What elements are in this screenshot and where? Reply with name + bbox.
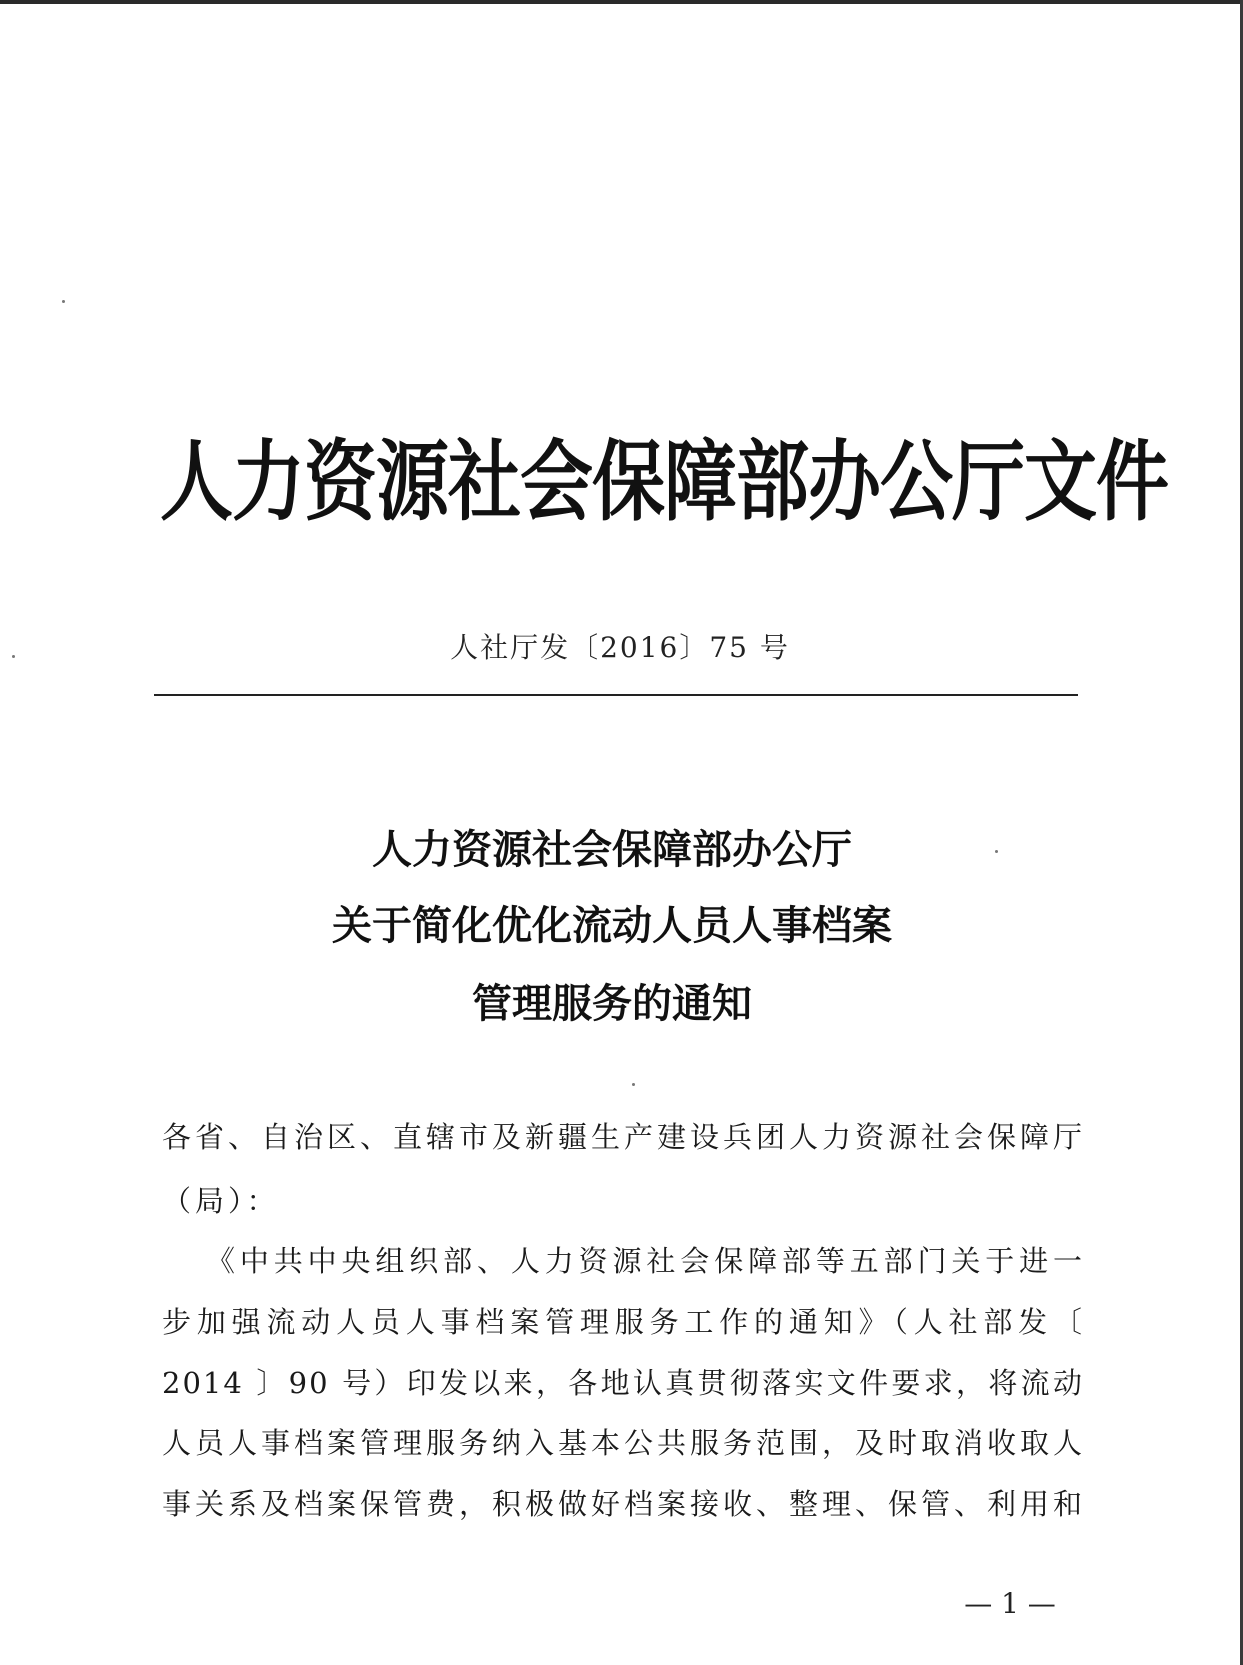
body-line: 2014 〕90 号）印发以来，各地认真贯彻落实文件要求，将流动 <box>162 1366 1084 1400</box>
page-number: — 1 — <box>964 1587 1056 1620</box>
notice-title-line-3: 管理服务的通知 <box>472 980 752 1027</box>
body-line: 人员人事档案管理服务纳入基本公共服务范围，及时取消收取人 <box>162 1426 1084 1460</box>
document-number: 人社厅发〔2016〕75 号 <box>450 631 790 664</box>
notice-title-line-1: 人力资源社会保障部办公厅 <box>372 826 852 873</box>
issuer-title: 人力资源社会保障部办公厅文件 <box>160 430 1168 534</box>
body-line: 步加强流动人员人事档案管理服务工作的通知》（人社部发〔 <box>162 1305 1084 1339</box>
scan-edge-top <box>0 0 1243 4</box>
notice-title-line-2: 关于简化优化流动人员人事档案 <box>332 902 892 949</box>
scan-speck <box>62 300 65 303</box>
header-divider <box>154 694 1078 696</box>
body-line: 《中共中央组织部、人力资源社会保障部等五部门关于进一 <box>206 1244 1084 1278</box>
scan-speck <box>632 1083 635 1086</box>
scan-speck <box>12 655 15 658</box>
body-line: 事关系及档案保管费，积极做好档案接收、整理、保管、利用和 <box>162 1487 1084 1521</box>
body-line-addressee-end: （局）： <box>162 1184 280 1218</box>
body-line-addressee: 各省、自治区、直辖市及新疆生产建设兵团人力资源社会保障厅 <box>162 1120 1084 1154</box>
